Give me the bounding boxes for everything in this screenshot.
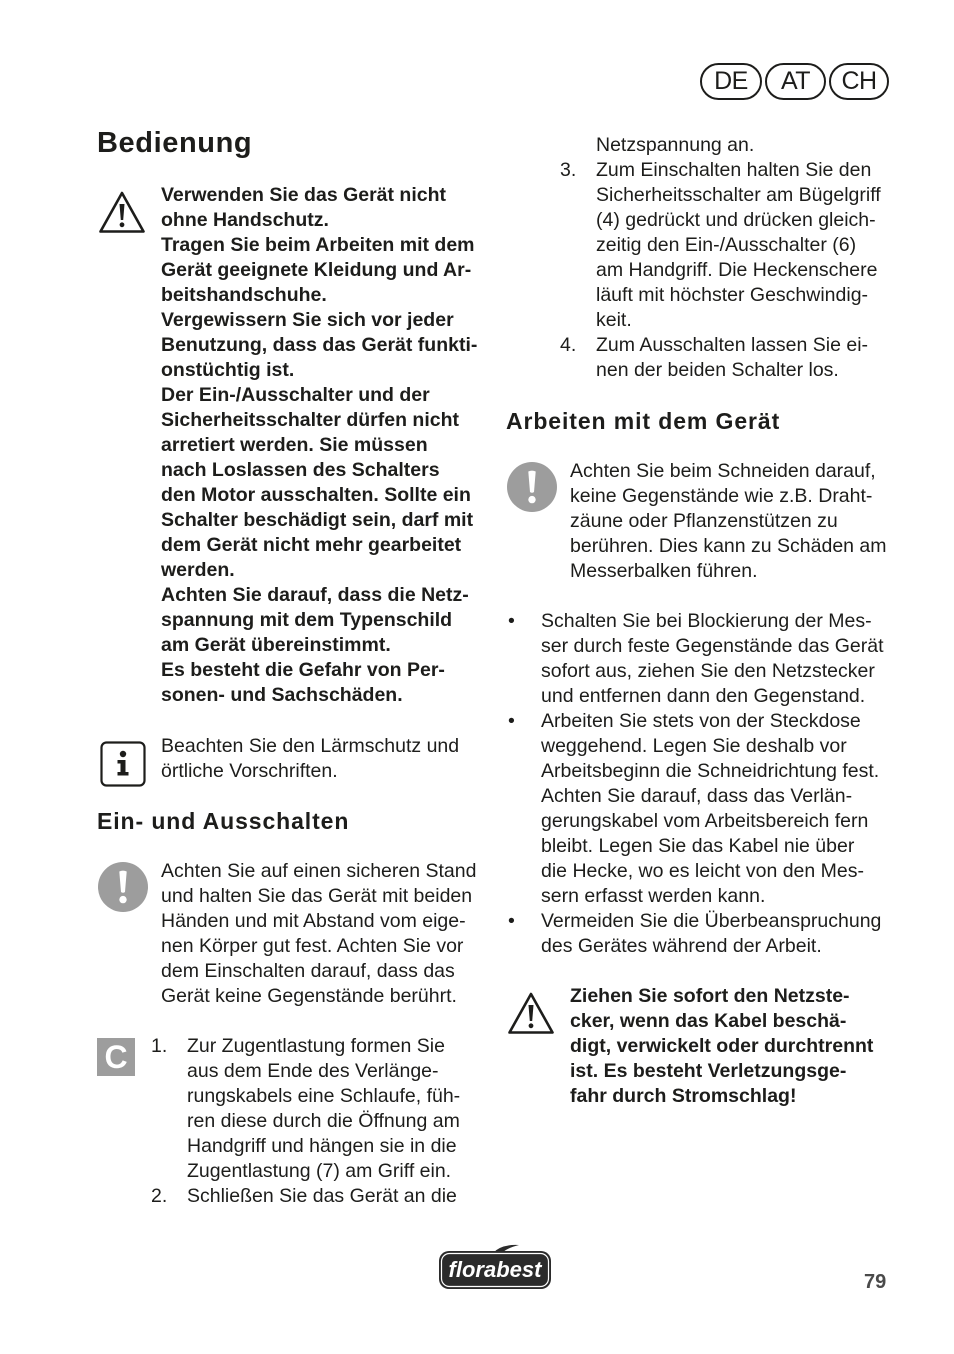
caution-text-line: Gerät keine Gegenstände berührt.	[161, 985, 457, 1007]
page-title: Bedienung	[97, 127, 253, 159]
warning-text	[161, 183, 477, 708]
bullet-text-line: gerungskabel vom Arbeitsbereich fern	[541, 810, 869, 832]
country-badge-ch: CH	[829, 63, 889, 100]
caution-text	[161, 859, 476, 1009]
warning-text-line: cker, wenn das Kabel beschä-	[570, 1010, 847, 1032]
warning-text-line: onstüchtig ist.	[161, 359, 295, 381]
caution-text-line: Messerbalken führen.	[570, 560, 758, 582]
warning-text-line: Es besteht die Gefahr von Per-	[161, 659, 445, 681]
warning-text-line: Benutzung, dass das Gerät funkti-	[161, 334, 478, 356]
warning-text-line: Achten Sie darauf, dass die Netz-	[161, 584, 469, 606]
step-text-line: rungskabels eine Schlaufe, füh-	[187, 1085, 461, 1107]
warning-text-line: Schalter beschädigt sein, darf mit	[161, 509, 474, 531]
steps-list-right	[560, 133, 881, 383]
step-item	[151, 1184, 460, 1209]
step-text-line: Zur Zugentlastung formen Sie	[187, 1035, 445, 1057]
info-icon	[100, 741, 146, 787]
bullet-item	[508, 609, 884, 709]
bullet-text-line: Vermeiden Sie die Überbeanspruchung	[541, 910, 882, 932]
warning-text-line: Sicherheitsschalter dürfen nicht	[161, 409, 459, 431]
brand-logo	[437, 1243, 553, 1291]
page-number: 79	[864, 1271, 887, 1293]
warning-text-line: arretiert werden. Sie müssen	[161, 434, 428, 456]
step-text-line: Zugentlastung (7) am Griff ein.	[187, 1160, 452, 1182]
caution-text-line: berühren. Dies kann zu Schäden am	[570, 535, 887, 557]
step-text-line: ren diese durch die Öffnung am	[187, 1110, 460, 1132]
caution-text	[570, 459, 887, 584]
caution-text-line: Achten Sie auf einen sicheren Stand	[161, 860, 477, 882]
step-text-line: Netzspannung an.	[596, 134, 755, 156]
warning-text-line: ohne Handschutz.	[161, 209, 329, 231]
warning-text-line: beitshandschuhe.	[161, 284, 327, 306]
warning-text-line: Gerät geeignete Kleidung und Ar-	[161, 259, 472, 281]
bullet-text-line: Arbeitsbeginn die Schneidrichtung fest.	[541, 760, 880, 782]
warning-text-line: Verwenden Sie das Gerät nicht	[161, 184, 447, 206]
step-text-line: am Handgriff. Die Heckenschere	[596, 259, 878, 281]
warning-text-line: nach Loslassen des Schalters	[161, 459, 440, 481]
caution-text-line: keine Gegenstände wie z.B. Draht-	[570, 485, 873, 507]
exclamation-circle-icon	[507, 462, 557, 512]
bullet-symbol: •	[508, 910, 515, 932]
step-text-line: keit.	[596, 309, 632, 331]
bullet-text-line: des Gerätes während der Arbeit.	[541, 935, 822, 957]
bullet-text-line: sern erfasst werden kann.	[541, 885, 766, 907]
step-number: 1.	[151, 1035, 168, 1057]
warning-text-line: Ziehen Sie sofort den Netzste-	[570, 985, 850, 1007]
bullet-text-line: Achten Sie darauf, dass das Verlän-	[541, 785, 853, 807]
exclamation-circle-icon	[98, 862, 148, 912]
bullet-item	[508, 909, 884, 959]
step-item	[151, 1034, 460, 1184]
steps-list-left	[151, 1034, 460, 1209]
caution-text-line: Händen und mit Abstand vom eige-	[161, 910, 466, 932]
warning-text-line: werden.	[161, 559, 235, 581]
step-item	[560, 333, 881, 383]
step-text-line: zeitig den Ein-/Ausschalter (6)	[596, 234, 857, 256]
caution-text-line: nen Körper gut fest. Achten Sie vor	[161, 935, 464, 957]
warning-text-line: digt, verwickelt oder durchtrennt	[570, 1035, 874, 1057]
bullet-text-line: Arbeiten Sie stets von der Steckdose	[541, 710, 861, 732]
country-badge-de: DE	[700, 63, 762, 100]
step-text-line: läuft mit höchster Geschwindig-	[596, 284, 869, 306]
step-text-line: (4) gedrückt und drücken gleich-	[596, 209, 876, 231]
warning-text-line: spannung mit dem Typenschild	[161, 609, 453, 631]
step-text-line: Zum Einschalten halten Sie den	[596, 159, 872, 181]
step-text-line: Schließen Sie das Gerät an die	[187, 1185, 457, 1207]
logo-text: florabest	[448, 1257, 542, 1282]
bullet-text-line: Schalten Sie bei Blockierung der Mes-	[541, 610, 872, 632]
bullet-text-line: sofort aus, ziehen Sie den Netzstecker	[541, 660, 875, 682]
section-heading: Arbeiten mit dem Gerät	[506, 408, 781, 434]
bullet-symbol: •	[508, 710, 515, 732]
step-text-line: Handgriff und hängen sie in die	[187, 1135, 457, 1157]
caution-text-line: zäune oder Pflanzenstützen zu	[570, 510, 838, 532]
step-text-line: Sicherheitsschalter am Bügelgriff	[596, 184, 881, 206]
bullet-item	[508, 709, 884, 909]
c-icon-letter: C	[104, 1039, 128, 1075]
step-item-continued	[560, 133, 881, 158]
warning-text-line: den Motor ausschalten. Sollte ein	[161, 484, 471, 506]
step-text-line: Zum Ausschalten lassen Sie ei-	[596, 334, 869, 356]
step-number: 4.	[560, 334, 577, 356]
step-number: 3.	[560, 159, 577, 181]
country-badge-at: AT	[765, 63, 826, 100]
note-text-line: örtliche Vorschriften.	[161, 760, 338, 782]
warning-text-line: ist. Es besteht Verletzungsge-	[570, 1060, 847, 1082]
bullet-text-line: bleibt. Legen Sie das Kabel nie über	[541, 835, 855, 857]
warning-text-line: Vergewissern Sie sich vor jeder	[161, 309, 454, 331]
bullet-text-line: die Hecke, wo es leicht von den Mes-	[541, 860, 864, 882]
warning-triangle-icon	[98, 190, 146, 235]
bullet-text-line: ser durch feste Gegenstände das Gerät	[541, 635, 884, 657]
c-icon	[97, 1038, 135, 1076]
note-text-line: Beachten Sie den Lärmschutz und	[161, 735, 460, 757]
warning-text-line: dem Gerät nicht mehr gearbeitet	[161, 534, 462, 556]
warning-text-line: sonen- und Sachschäden.	[161, 684, 403, 706]
bullet-symbol: •	[508, 610, 515, 632]
caution-text-line: dem Einschalten darauf, dass das	[161, 960, 455, 982]
warning-text-line: Der Ein-/Ausschalter und der	[161, 384, 430, 406]
warning-text-line: am Gerät übereinstimmt.	[161, 634, 391, 656]
step-number: 2.	[151, 1185, 168, 1207]
bullet-text-line: weggehend. Legen Sie deshalb vor	[541, 735, 847, 757]
warning-text-line: Tragen Sie beim Arbeiten mit dem	[161, 234, 475, 256]
note-text	[161, 734, 459, 784]
warning-text-line: fahr durch Stromschlag!	[570, 1085, 797, 1107]
caution-text-line: und halten Sie das Gerät mit beiden	[161, 885, 473, 907]
caution-text-line: Achten Sie beim Schneiden darauf,	[570, 460, 876, 482]
bullet-list	[508, 609, 884, 959]
step-item	[560, 158, 881, 333]
warning-triangle-icon	[507, 991, 555, 1036]
warning-text	[570, 984, 873, 1109]
bullet-text-line: und entfernen dann den Gegenstand.	[541, 685, 866, 707]
step-text-line: nen der beiden Schalter los.	[596, 359, 839, 381]
step-text-line: aus dem Ende des Verlänge-	[187, 1060, 439, 1082]
section-heading: Ein- und Ausschalten	[97, 808, 350, 834]
